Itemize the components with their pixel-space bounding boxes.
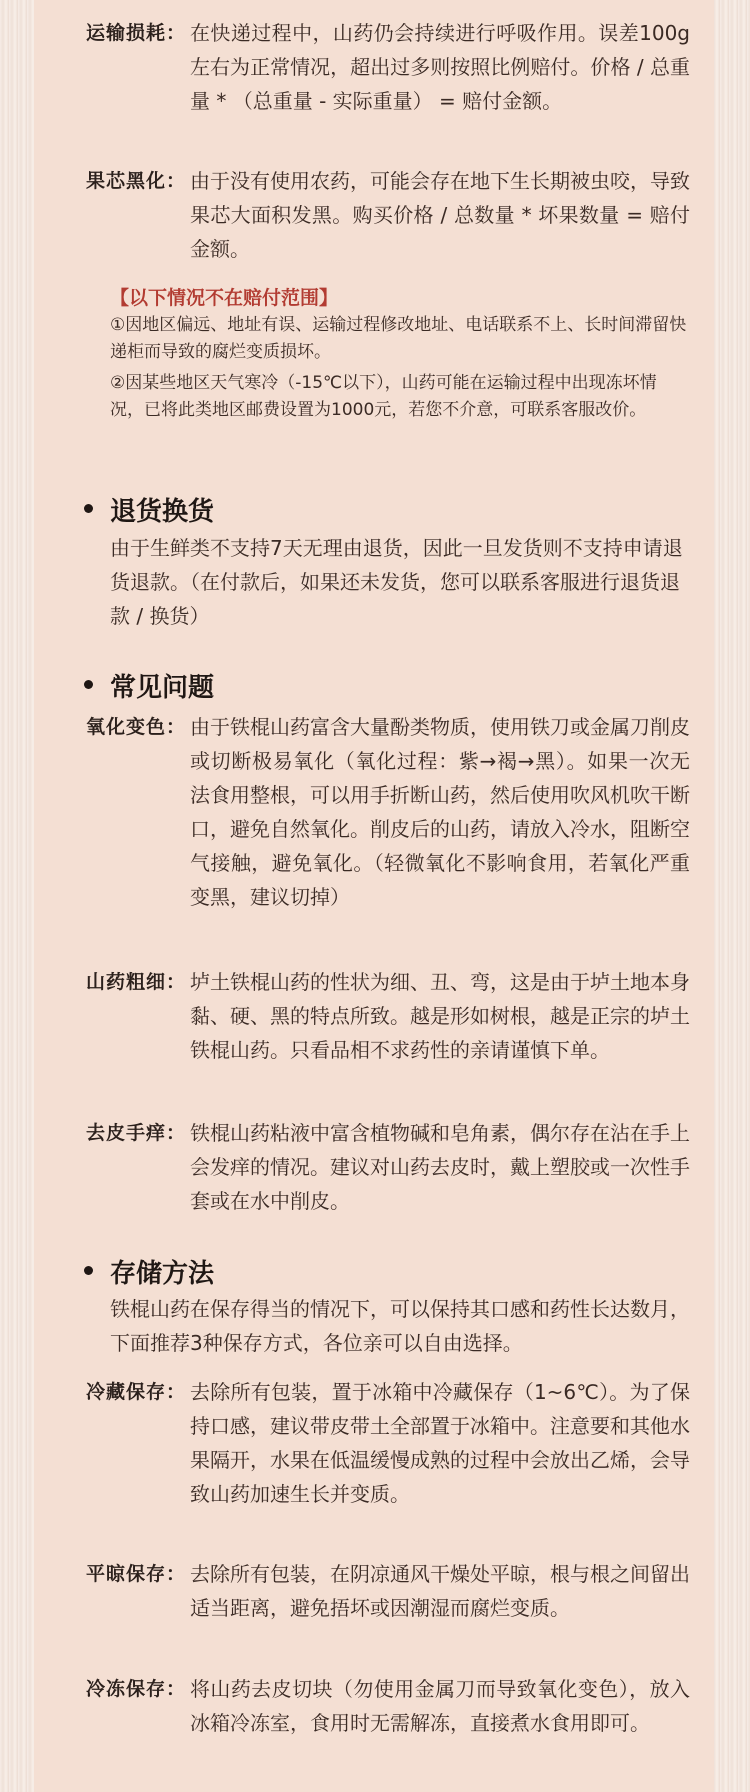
section-title-faq: 常见问题	[84, 667, 214, 704]
row-text: 在快递过程中，山药仍会持续进行呼吸作用。误差100g左右为正常情况，超出过多则按照比例赔付。价格 / 总重量 * （总重量 - 实际重量） = 赔付金额。	[190, 21, 690, 113]
row-label: 运输损耗：	[85, 22, 186, 44]
row-text: 去除所有包装，在阴凉通风干燥处平晾，根与根之间留出适当距离，避免捂坏或因潮湿而腐烂变质。	[190, 1562, 690, 1620]
section-title-storage: 存储方法	[84, 1253, 214, 1290]
row-label: 果芯黑化：	[85, 170, 186, 192]
section-title-returns: 退货换货	[84, 491, 214, 528]
row-text: 去除所有包装，置于冰箱中冷藏保存（1~6℃）。为了保持口感，建议带皮带土全部置于冰箱中。注意要和其他水果隔开，水果在低温缓慢成熟的过程中会放出乙烯，会导致山药加速生长并变质。	[190, 1380, 690, 1506]
row-text: 将山药去皮切块（勿使用金属刀而导致氧化变色），放入冰箱冷冻室，食用时无需解冻，直接煮水食用即可。	[190, 1677, 690, 1735]
row-text: 由于铁棍山药富含大量酚类物质，使用铁刀或金属刀削皮或切断极易氧化（氧化过程：紫→褐→黑）。如果一次无法食用整根，可以用手折断山药，然后使用吹风机吹干断口，避免自然氧化。削皮后的山药，请放入冷水，阻断空气接触，避免氧化。（轻微氧化不影响食用，若氧化严重变黑，建议切掉）	[190, 715, 690, 909]
row-label: 平晾保存：	[85, 1563, 186, 1585]
row-label: 山药粗细：	[85, 971, 186, 993]
row-label: 去皮手痒：	[85, 1122, 186, 1144]
exclusion-item-1: ①因地区偏远、地址有误、运输过程修改地址、电话联系不上、长时间滞留快递柜而导致的腐烂变质损坏。	[110, 315, 687, 362]
row-text: 铁棍山药粘液中富含植物碱和皂角素，偶尔存在沾在手上会发痒的情况。建议对山药去皮时，戴上塑胶或一次性手套或在水中削皮。	[190, 1121, 690, 1213]
exclusion-item-2: ②因某些地区天气寒冷（-15℃以下），山药可能在运输过程中出现冻坏情况，已将此类地区邮费设置为1000元，若您不介意，可联系客服改价。	[110, 373, 657, 420]
exclusion-heading: 【以下情况不在赔付范围】	[110, 287, 339, 309]
returns-text: 由于生鲜类不支持7天无理由退货，因此一旦发货则不支持申请退货退款。（在付款后，如果还未发货，您可以联系客服进行退货退款 / 换货）	[110, 536, 683, 628]
row-label: 冷藏保存：	[85, 1381, 186, 1403]
row-label: 氧化变色：	[85, 716, 186, 738]
row-text: 由于没有使用农药，可能会存在地下生长期被虫咬，导致果芯大面积发黑。购买价格 / 总数量 * 坏果数量 = 赔付金额。	[190, 169, 690, 261]
storage-intro: 铁棍山药在保存得当的情况下，可以保持其口感和药性长达数月，下面推荐3种保存方式，各位亲可以自由选择。	[110, 1297, 690, 1355]
row-label: 冷冻保存：	[85, 1678, 186, 1700]
row-text: 垆土铁棍山药的性状为细、丑、弯，这是由于垆土地本身黏、硬、黑的特点所致。越是形如树根，越是正宗的垆土铁棍山药。只看品相不求药性的亲请谨慎下单。	[190, 970, 690, 1062]
